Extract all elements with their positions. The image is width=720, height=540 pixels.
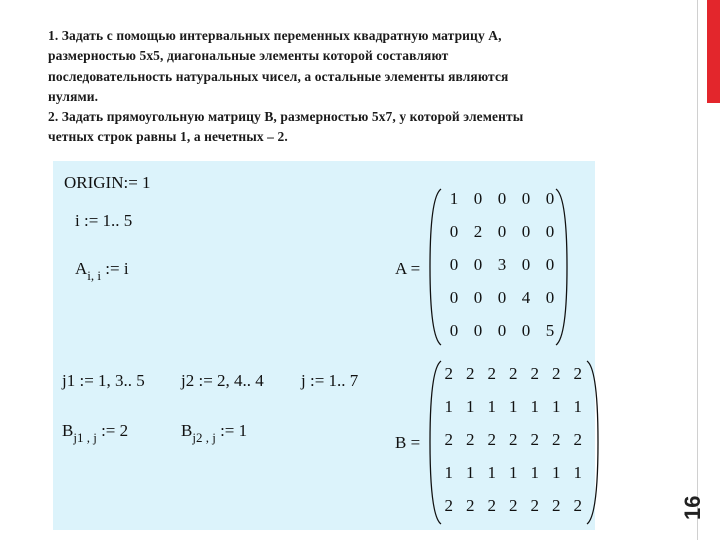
matrix-b-cell: 1 bbox=[530, 463, 539, 482]
matrix-a-cell: 0 bbox=[521, 189, 531, 208]
origin-statement: ORIGIN:= 1 bbox=[64, 173, 151, 192]
matrix-b-cell: 2 bbox=[466, 496, 475, 515]
matrix-b-cell: 2 bbox=[552, 364, 561, 383]
matrix-a-cell: 0 bbox=[545, 288, 555, 307]
matrix-b-cell: 2 bbox=[487, 496, 496, 515]
matrix-b-cell: 2 bbox=[573, 364, 582, 383]
matrix-b-cell: 2 bbox=[487, 364, 496, 383]
b-assign2-var: B bbox=[181, 421, 193, 440]
task-line-2: размерностью 5х5, диагональные элементы которой составляют bbox=[48, 48, 449, 64]
task-line-4: нулями. bbox=[48, 88, 99, 104]
matrix-a-cell: 0 bbox=[545, 255, 555, 274]
task-line-6: четных строк равны 1, а нечетных – 2. bbox=[48, 129, 288, 145]
b-assign1-var: B bbox=[62, 421, 74, 440]
matrix-b-cell: 2 bbox=[552, 496, 561, 515]
matrix-b-cell: 2 bbox=[509, 364, 518, 383]
matrix-a bbox=[442, 189, 562, 354]
matrix-b-cell: 2 bbox=[466, 364, 475, 383]
b-assignment-odd bbox=[62, 421, 128, 446]
matrix-a-cell: 0 bbox=[545, 222, 555, 241]
b-assign2-sub: j2 , j bbox=[192, 430, 216, 445]
matrix-b-cell: 2 bbox=[466, 430, 475, 449]
matrix-a-cell: 0 bbox=[449, 288, 459, 307]
matrix-a-cell: 0 bbox=[521, 255, 531, 274]
matrix-b-cell: 1 bbox=[530, 397, 539, 416]
task-line-5: 2. Задать прямоугольную матрицу В, размерностью 5х7, у которой элементы bbox=[48, 109, 524, 125]
matrix-a-cell: 5 bbox=[545, 321, 555, 340]
matrix-a-cell: 1 bbox=[449, 189, 459, 208]
matrix-a-cell: 0 bbox=[497, 288, 507, 307]
matrix-b-cell: 2 bbox=[573, 430, 582, 449]
matrix-a-cell: 0 bbox=[497, 321, 507, 340]
matrix-b-cell: 1 bbox=[573, 463, 582, 482]
matrix-a-cell: 0 bbox=[449, 222, 459, 241]
matrix-b-cell: 1 bbox=[487, 463, 496, 482]
matrix-b-cell: 1 bbox=[466, 463, 475, 482]
a-label: A = bbox=[395, 259, 421, 278]
i-range: i := 1.. 5 bbox=[75, 211, 133, 230]
matrix-a-cell: 0 bbox=[473, 189, 483, 208]
matrix-b-cell: 1 bbox=[487, 397, 496, 416]
b-label: B = bbox=[395, 433, 421, 452]
matrix-a-cell: 0 bbox=[497, 189, 507, 208]
b-assign2-rhs: := 1 bbox=[220, 421, 248, 440]
matrix-b-cell: 1 bbox=[509, 397, 518, 416]
matrix-a-cell: 0 bbox=[521, 321, 531, 340]
matrix-b-cell: 2 bbox=[509, 496, 518, 515]
matrix-b-cell: 2 bbox=[444, 364, 453, 383]
matrix-b-cell: 2 bbox=[530, 496, 539, 515]
matrix-a-cell: 0 bbox=[473, 288, 483, 307]
matrix-b bbox=[438, 364, 589, 529]
matrix-a-cell: 0 bbox=[449, 255, 459, 274]
matrix-a-cell: 0 bbox=[497, 222, 507, 241]
matrix-b-cell: 1 bbox=[573, 397, 582, 416]
matrix-a-cell: 0 bbox=[473, 255, 483, 274]
matrix-b-cell: 2 bbox=[552, 430, 561, 449]
matrix-b-cell: 2 bbox=[530, 430, 539, 449]
matrix-a-cell: 3 bbox=[497, 255, 507, 274]
b-assign1-rhs: := 2 bbox=[101, 421, 129, 440]
task-line-3: последовательность натуральных чисел, а остальные элементы являются bbox=[48, 68, 509, 84]
task-text bbox=[48, 26, 688, 148]
a-assign-var: A bbox=[75, 259, 88, 278]
slide-number: 16 bbox=[680, 495, 705, 520]
matrix-b-cell: 1 bbox=[552, 397, 561, 416]
matrix-b-cell: 2 bbox=[530, 364, 539, 383]
j1-range: j1 := 1, 3.. 5 bbox=[62, 371, 145, 390]
matrix-b-cell: 2 bbox=[487, 430, 496, 449]
matrix-a-cell: 0 bbox=[521, 222, 531, 241]
matrix-a-cell: 0 bbox=[545, 189, 555, 208]
mathcad-panel bbox=[53, 161, 595, 530]
a-assignment bbox=[75, 259, 129, 284]
matrix-a-cell: 4 bbox=[521, 288, 531, 307]
matrix-b-cell: 2 bbox=[444, 430, 453, 449]
j-range: j := 1.. 7 bbox=[301, 371, 359, 390]
matrix-b-cell: 1 bbox=[466, 397, 475, 416]
matrix-a-cell: 0 bbox=[449, 321, 459, 340]
matrix-b-cell: 2 bbox=[573, 496, 582, 515]
matrix-a-cell: 2 bbox=[473, 222, 483, 241]
accent-bar bbox=[707, 0, 720, 103]
matrix-b-cell: 2 bbox=[444, 496, 453, 515]
divider-line bbox=[697, 0, 698, 540]
task-line-1: 1. Задать с помощью интервальных переменных квадратную матрицу А, bbox=[48, 28, 502, 43]
a-assign-rhs: := i bbox=[105, 259, 129, 278]
b-assign1-sub: j1 , j bbox=[73, 430, 97, 445]
b-assignment-even bbox=[181, 421, 247, 446]
matrix-a-cell: 0 bbox=[473, 321, 483, 340]
a-assign-sub: i, i bbox=[87, 268, 102, 283]
matrix-b-cell: 2 bbox=[509, 430, 518, 449]
matrix-b-cell: 1 bbox=[552, 463, 561, 482]
matrix-b-cell: 1 bbox=[509, 463, 518, 482]
matrix-b-cell: 1 bbox=[444, 397, 453, 416]
matrix-b-cell: 1 bbox=[444, 463, 453, 482]
j2-range: j2 := 2, 4.. 4 bbox=[181, 371, 264, 390]
matrix-a-right-bracket bbox=[550, 187, 570, 347]
matrix-b-right-bracket bbox=[581, 359, 601, 526]
